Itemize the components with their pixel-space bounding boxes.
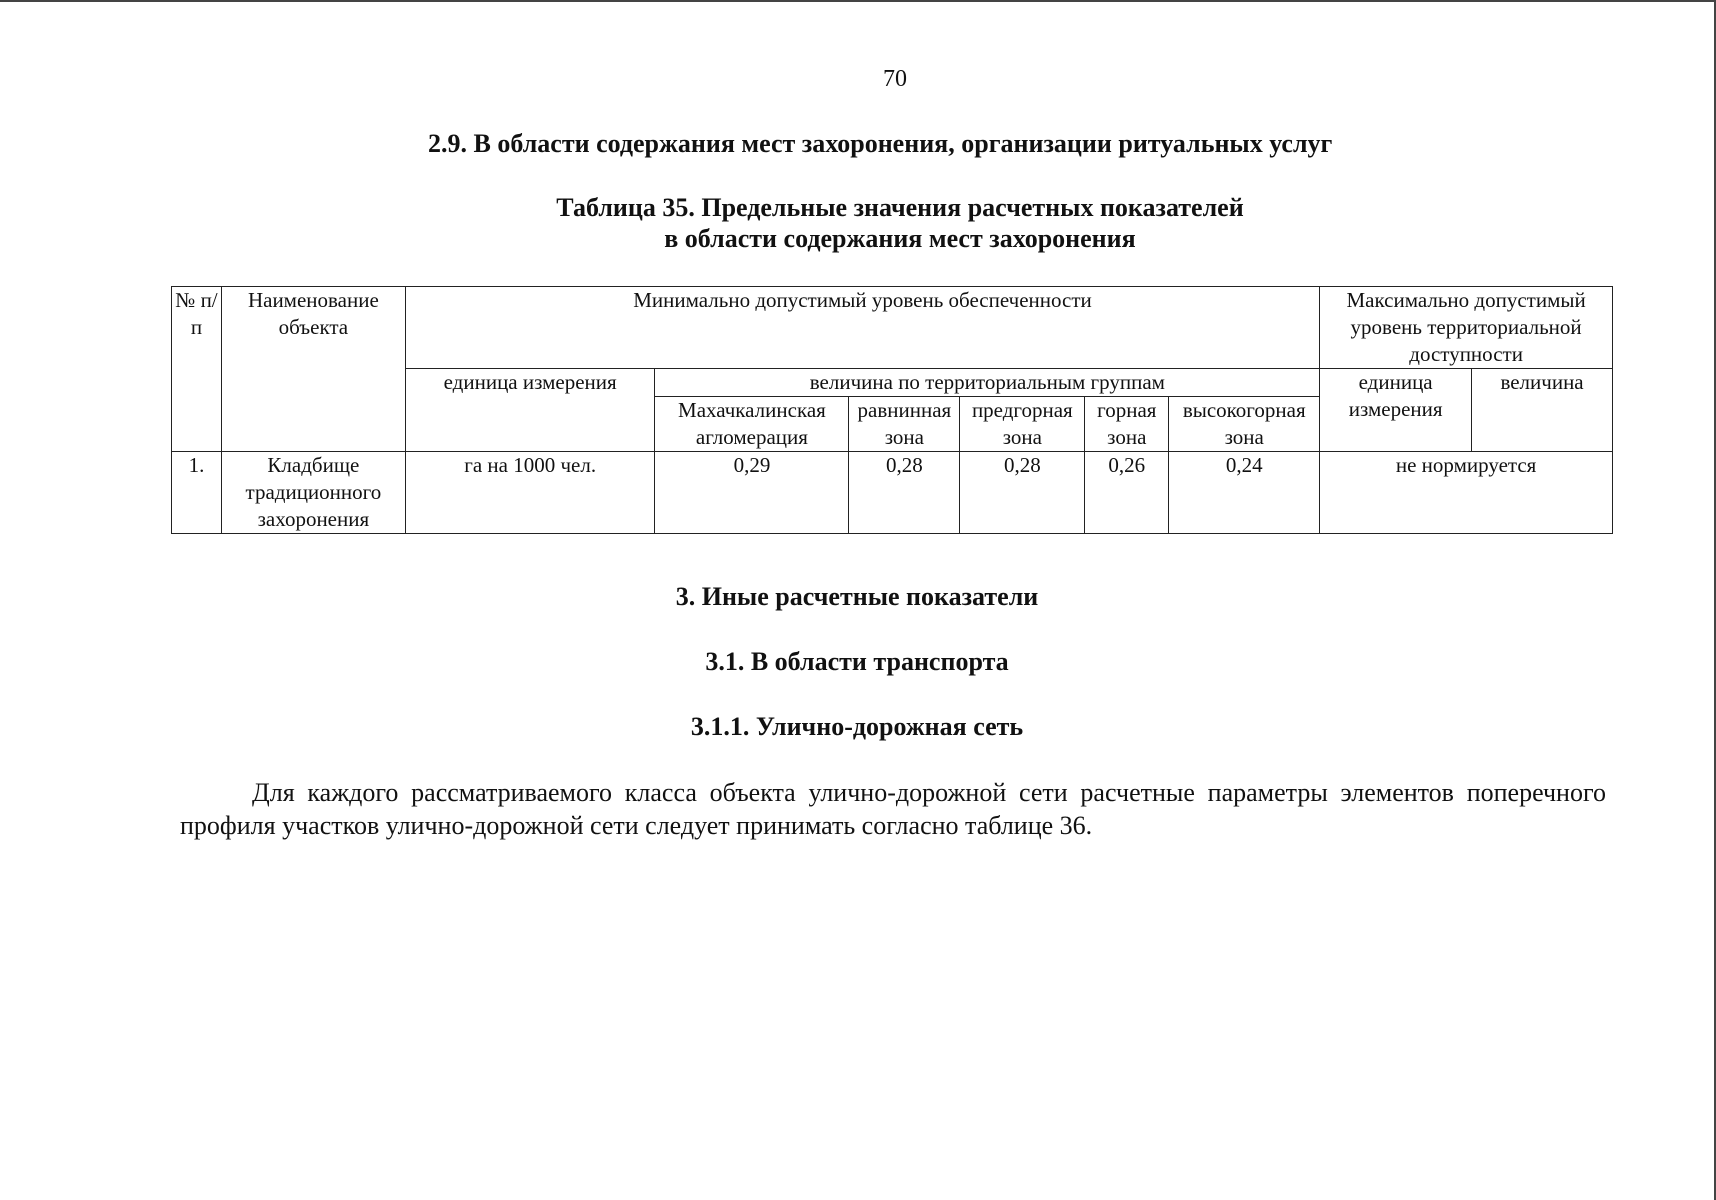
header-min-level: Минимально допустимый уровень обеспеченности <box>405 287 1319 369</box>
page-number: 70 <box>883 66 907 92</box>
cell-unit: га на 1000 чел. <box>405 452 655 534</box>
header-group: Махачкалинская агломерация <box>655 397 849 452</box>
header-group: высокогорная зона <box>1169 397 1320 452</box>
header-name: Наименование объекта <box>221 287 405 452</box>
header-num: № п/п <box>172 287 222 452</box>
norms-table <box>171 286 1613 534</box>
heading-3: 3. Иные расчетные показатели <box>675 582 1039 611</box>
cell-num: 1. <box>172 452 222 534</box>
heading-3-1: 3.1. В области транспорта <box>705 647 1009 676</box>
table-caption-line1: Таблица 35. Предельные значения расчетных показателей <box>556 193 1244 222</box>
body-paragraph: Для каждого рассматриваемого класса объекта улично-дорожной сети расчетные параметры элементов поперечного профиля участков улично-дорожной сети следует принимать согласно таблице 36. <box>180 778 1606 840</box>
header-unit: единица измерения <box>405 369 655 452</box>
cell-max: не нормируется <box>1320 452 1613 534</box>
table-header-row-1 <box>172 287 1613 369</box>
table-caption <box>500 192 1300 254</box>
cell-value: 0,28 <box>849 452 960 534</box>
header-by-groups: величина по территориальным группам <box>655 369 1320 397</box>
header-max-level: Максимально допустимый уровень территориальной доступности <box>1320 287 1613 369</box>
header-group: предгорная зона <box>960 397 1085 452</box>
cell-value: 0,28 <box>960 452 1085 534</box>
table-row <box>172 452 1613 534</box>
header-max-unit: единица измерения <box>1320 369 1472 452</box>
heading-3-1-1: 3.1.1. Улично-дорожная сеть <box>690 712 1024 741</box>
cell-value: 0,29 <box>655 452 849 534</box>
header-group: горная зона <box>1085 397 1169 452</box>
cell-value: 0,24 <box>1169 452 1320 534</box>
header-max-value: величина <box>1472 369 1613 452</box>
cell-value: 0,26 <box>1085 452 1169 534</box>
cell-name: Кладбище традиционного захоронения <box>221 452 405 534</box>
header-group: равнинная зона <box>849 397 960 452</box>
section-heading: 2.9. В области содержания мест захоронения, организации ритуальных услуг <box>428 129 1333 158</box>
table-caption-line2: в области содержания мест захоронения <box>664 224 1136 253</box>
